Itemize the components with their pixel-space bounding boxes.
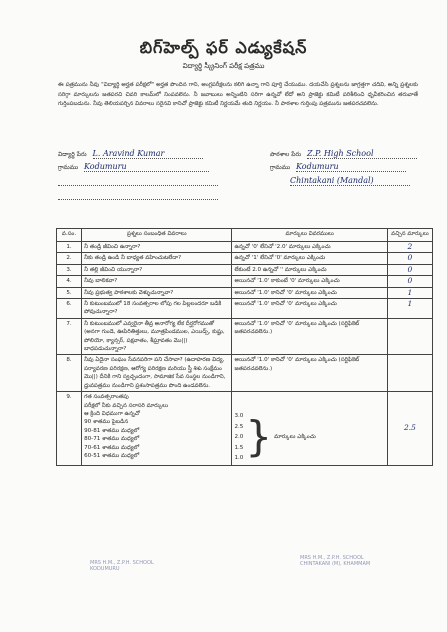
row-number: 5. — [57, 287, 82, 298]
score-value: 1.0 — [234, 455, 244, 462]
row-number: 4. — [57, 276, 82, 287]
row-marks-obtained — [387, 318, 432, 355]
mandal-label: గ్రామము — [270, 164, 291, 171]
row-marks-rule: అయినచో '1.0' కానిచో '0' మార్కులు ఎక్కించు — [232, 299, 387, 319]
table-row — [57, 318, 433, 355]
row-marks-obtained: 1 — [387, 287, 432, 298]
row-marks-obtained: 0 — [387, 264, 432, 275]
table-row — [57, 242, 433, 253]
row-marks-rule — [232, 392, 387, 466]
school-stamp: MRS H.M., Z.P.H. SCHOOL KODUMURU — [90, 560, 154, 572]
row-question: నీ తల్లి జీవించి యున్నారా? — [82, 264, 232, 275]
table-row — [57, 355, 433, 392]
row-marks-obtained: 2.5 — [387, 392, 432, 466]
table-header-row — [57, 229, 433, 242]
row-marks-obtained — [387, 355, 432, 392]
row-marks-rule: లేకుంటే 2.0 ఉన్నచో '' మార్కులు ఎక్కించు — [232, 264, 387, 275]
header-serial: వ.సం. — [57, 229, 82, 242]
table-row — [57, 276, 433, 287]
brace-icon: } — [245, 412, 273, 462]
grade-line: 80-71 శాతము మధ్యలో — [84, 436, 140, 443]
table-row — [57, 264, 433, 275]
row-marks-rule: అయినచో '1.0' కానిచో '0' మార్కులు ఎక్కించు (సర్టిఫికెట్ జతపరచవలెను.) — [232, 355, 387, 392]
table-row — [57, 287, 433, 298]
row-question: నీకు తండ్రి ఉండి నీ బాధ్యత వహించుటలేదా? — [82, 253, 232, 264]
school-name-value: Z.P. High School — [307, 149, 417, 159]
row-number: 7. — [57, 318, 82, 355]
row-number: 6. — [57, 299, 82, 319]
row-marks-obtained: 1 — [387, 299, 432, 319]
screening-table — [56, 228, 433, 466]
row-question: నీవు ప్రభుత్వ పాఠశాలకు వెళ్ళుచున్నావా? — [82, 287, 232, 298]
row-marks-rule: ఉన్నచో '1' లేనిచో '0' మార్కులు ఎక్కించు — [232, 253, 387, 264]
student-name-value: L. Aravind Kumar — [93, 149, 203, 159]
school-name-label: పాఠశాల పేరు — [270, 151, 302, 158]
village-row — [58, 162, 209, 172]
mandal-row — [270, 162, 406, 172]
row-number: 3. — [57, 264, 82, 275]
district-value: Chintakani (Mandal) — [290, 176, 410, 186]
row-number: 2. — [57, 253, 82, 264]
district-row — [290, 176, 410, 186]
table-row — [57, 299, 433, 319]
header-question: ప్రశ్నలు సంబంధిత వివరాలు — [82, 229, 232, 242]
grade-line: 90 శాతము పైబడిన — [84, 419, 129, 426]
row-question: నీవు ఏదైనా సంఘం సేవనపరిగా పని చేసావా? (ఉదాహరణ విద్య, పర్యావరణ పరిరక్షణ, ఆరోగ్య పరిరక్షణ మరియు స్త్రీ శిశు సంక్షేమం మొ||) దీనికి గాని స్వచ్ఛందంగా, సామాజిక సేవ సంస్థల నుండిగాని, ధ్రువపత్రము నుండిగాని ప్రశంసాపత్రము పొంది ఉండవలెను. — [82, 355, 232, 392]
grade-line: 60-51 శాతము మధ్యలో — [84, 452, 140, 459]
page-subtitle: విద్యార్థి స్క్రీనింగ్ పరీక్ష పత్రము — [182, 62, 265, 70]
row-marks-obtained: 2 — [387, 242, 432, 253]
header-marks-obtained: వచ్చిన మార్కులు — [387, 229, 432, 242]
row-number: 9. — [57, 392, 82, 466]
table-row — [57, 392, 433, 466]
mandal-value: Kodumuru — [296, 162, 406, 172]
row-question-grades — [82, 392, 232, 466]
row-marks-rule: అయినచో '1.0' కానిచో '0' మార్కులు ఎక్కించు (సర్టిఫికెట్ జతపరచవలెను.) — [232, 318, 387, 355]
score-value: 2.0 — [234, 434, 244, 441]
score-value: 3.0 — [234, 413, 244, 420]
grade-line: గత సంవత్సరాంతపు — [84, 394, 129, 401]
score-value: 2.5 — [234, 423, 244, 430]
student-name-label: విద్యార్థి పేరు — [58, 151, 87, 158]
table-row — [57, 253, 433, 264]
grade-marks-rule: మార్కులు ఎక్కించు — [274, 434, 316, 441]
blank-address-line-2 — [58, 192, 218, 200]
row-marks-obtained: 0 — [387, 253, 432, 264]
instructions-paragraph: ఈ పత్రమును నీవు "విద్యార్థి అర్హత పరీక్షలో" అర్హత పొందిన గాని, అంగ్లపరీక్షలను కలిగి ఉన్నా గాని పూర్తి చేయుము. దయచేసి ప్రశ్నలను జాగ్రత్తగా చదివి, అన్ని ప్రశ్నలకు సరిగ్గా మార్కులను జతపరచి చివరి కాలమ్‌లో నింపవలెను. నీ జవాబులు అన్నింటిని సరిగా ఉన్నవో లేదో అని ప్రాజెక్టు కమిటీ పరిశీలించి ధృవీకరించిన తరువాతే గుర్తింపబడును. నీవు తెలియపర్చిన వివరాలు సరైనవి కానిచో ప్రాజెక్టు కమిటీ నిర్ణయమే తుది నిర్ణయం. నీ పాఠశాల గుర్తింపు పత్రమును జతపరచవలెను. — [58, 82, 418, 108]
grade-line: పరీక్షలో నీకు వచ్చిన సరాసరి మార్కులు — [84, 402, 168, 409]
grade-line: 70-61 శాతము మధ్యలో — [84, 444, 140, 451]
row-question: నీవు బాలికవా? — [82, 276, 232, 287]
village-label: గ్రామము — [58, 164, 79, 171]
row-question: నీ తండ్రి జీవించి ఉన్నారా? — [82, 242, 232, 253]
page-title: బిగ్‌హెల్ప్ ఫర్ ఎడ్యుకేషన్ — [139, 38, 308, 57]
row-number: 1. — [57, 242, 82, 253]
row-question: నీ కుటుంబములో 18 సంవత్సరాల లోపు గల పిల్లలందరూ బడికి పోవుచున్నారా? — [82, 299, 232, 319]
grade-scores — [234, 411, 243, 464]
student-name-row — [58, 149, 203, 159]
score-value: 1.5 — [234, 444, 244, 451]
row-marks-rule: అయినచో '1.0' కాకుంటే '0' మార్కులు ఎక్కించు — [232, 276, 387, 287]
row-question: నీ కుటుంబములో ఎవ్వరైనా తీవ్ర అనారోగ్య లేక దీర్ఘరోగముతో (అనగా గుండె, ఊపిరితిత్తులు, మూత్రపిండముల, ఎయిడ్స్, కుష్టు, పోలియో, క్యాన్సర్, పక్షవాతం, శీఘ్రావతం మొ||) బాధపడుచున్నారా? — [82, 318, 232, 355]
row-marks-rule: అయినచో '1.0' కానిచో '0' మార్కులు ఎక్కించు — [232, 287, 387, 298]
school-name-row — [270, 149, 417, 159]
header-marks-details: మార్కులు వివరములు — [232, 229, 387, 242]
headmaster-stamp: MRS H.M., Z.P.H. SCHOOL CHINTAKANI (M), KHAMMAM — [300, 555, 371, 567]
row-marks-rule: ఉన్నచో '0' లేనిచో '2.0' మార్కులు ఎక్కించు — [232, 242, 387, 253]
blank-address-line — [58, 178, 218, 186]
row-number: 8. — [57, 355, 82, 392]
village-value: Kodumuru — [84, 162, 209, 172]
row-marks-obtained: 0 — [387, 276, 432, 287]
grade-line: 90-81 శాతము మధ్యలో — [84, 427, 140, 434]
grade-line: ఆ క్రింది విధముగా ఉన్నచో — [84, 410, 140, 417]
